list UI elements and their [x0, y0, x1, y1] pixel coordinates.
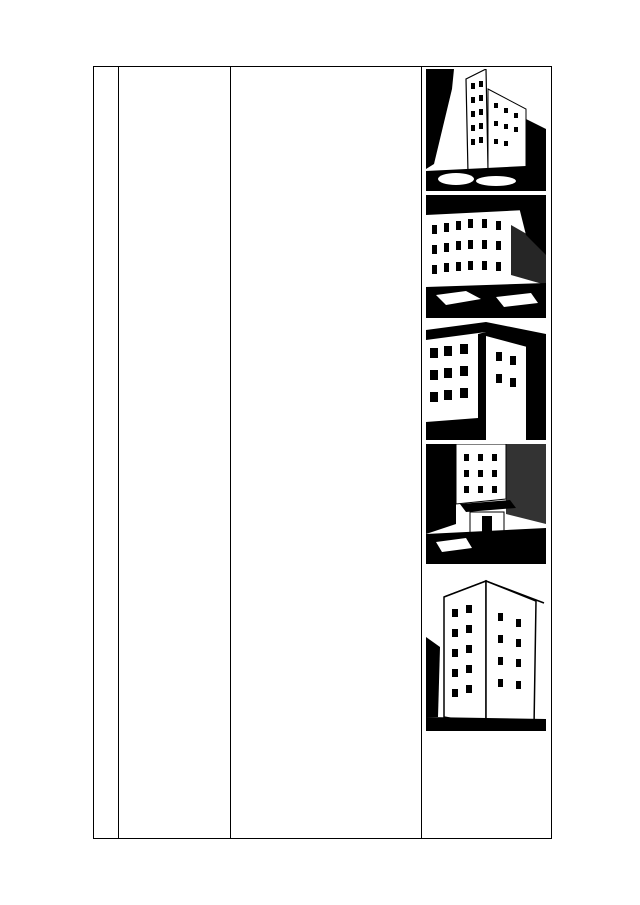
window-hoods-photo — [426, 577, 546, 731]
photo-cell — [422, 67, 552, 839]
trapezoid-volume-photo — [426, 444, 546, 564]
courtyard-facade-photo — [426, 69, 546, 191]
description-cell — [231, 67, 422, 839]
window-openings-photo — [426, 195, 546, 318]
risalit-columns-photo — [426, 322, 546, 440]
protection-subject-table — [93, 66, 552, 839]
row-number-cell — [94, 67, 119, 839]
element-type-cell — [119, 67, 231, 839]
